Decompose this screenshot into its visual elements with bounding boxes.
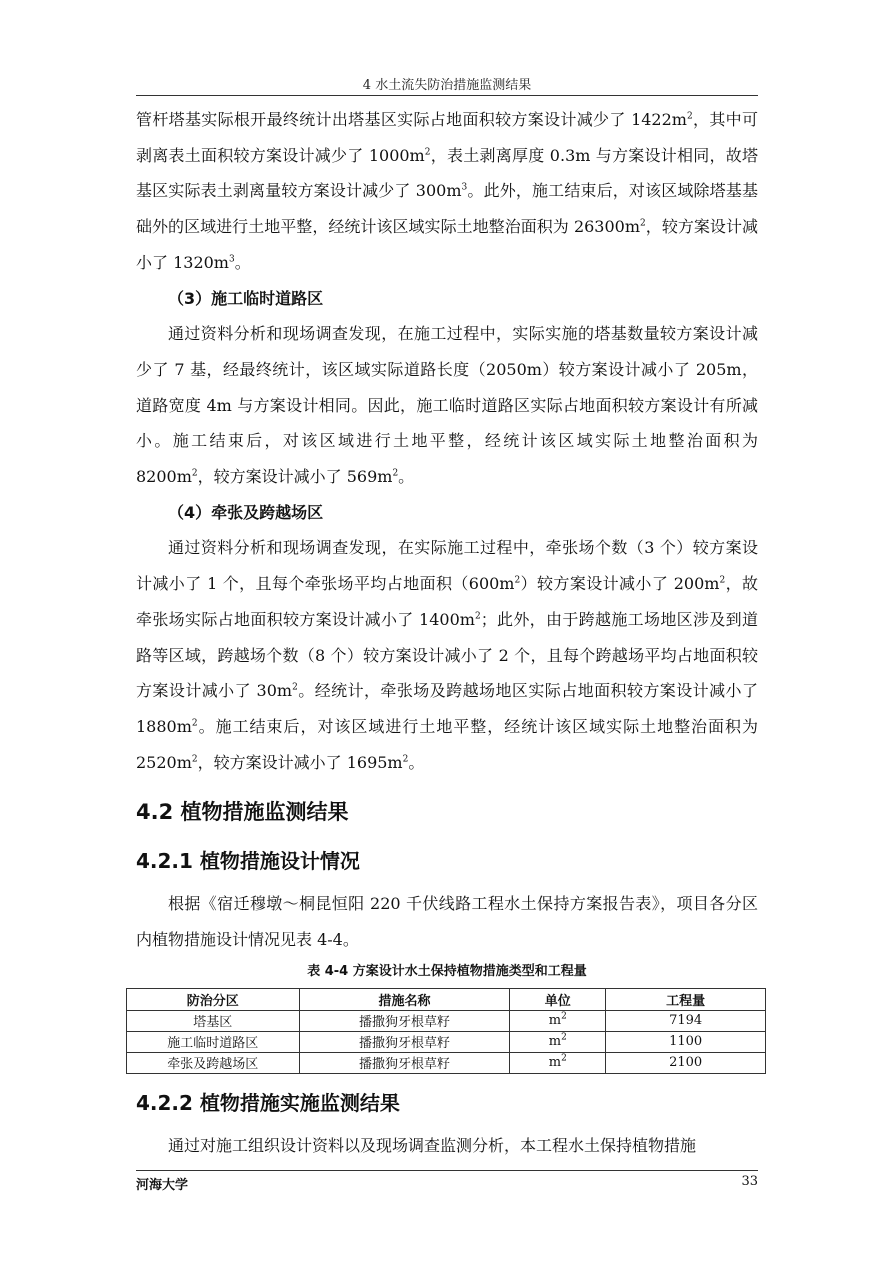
paragraph-tower-base: 管杆塔基实际根开最终统计出塔基区实际占地面积较方案设计减少了 $1422m^2$，其中可剥离表土面积较方案设计减少了 $1000m^2$，表土剥离厚度 0.3m 与方案设计相同，故塔基区实际表土剥离量较方案设计减少了 $300m^3$。此外，施工结束后，对该区域除塔基基础外的区域进行土地平整，经统计该区域实际土地整治面积为 $26300m^2$，较方案设计减小了 $1320m^3$。 xyxy=(136,110,758,272)
table-row xyxy=(127,1052,766,1073)
header-rule xyxy=(136,95,758,96)
column-header-measure: 措施名称 xyxy=(299,988,510,1010)
plant-measures-table xyxy=(126,988,766,1074)
cell-unit: $m^2$ xyxy=(510,1031,606,1052)
paragraph-tension-site: 通过资料分析和现场调查发现，在实际施工过程中，牵张场个数（3 个）较方案设计减小了 1 个，且每个牵张场平均占地面积$(600m^2)$较方案设计减小了 $200m^2$，故牵张场实际占地面积较方案设计减小了 $1400m^2$；此外，由于跨越施工场地区涉及到道路等区域，跨越场个数（8 个）较方案设计减小了 2 个，且每个跨越场平均占地面积较方案设计减小了 $30m^2$。经统计，牵张场及跨越场地区实际占地面积较方案设计减小了 $1880m^2$。施工结束后，对该区域进行土地平整，经统计该区域实际土地整治面积为 $2520m^2$，较方案设计减小了 $1695m^2$。 xyxy=(136,538,758,772)
section-heading-4-2: 4.2 植物措施监测结果 xyxy=(136,800,349,825)
cell-zone: 塔基区 xyxy=(127,1010,300,1031)
subheading-temp-road: （3）施工临时道路区 xyxy=(168,288,324,308)
table-row xyxy=(127,1010,766,1031)
cell-zone: 牵张及跨越场区 xyxy=(127,1052,300,1073)
cell-quantity: 2100 xyxy=(606,1052,766,1073)
page-content xyxy=(136,102,758,1163)
footer-rule xyxy=(136,1170,758,1171)
paragraph-plant-implementation: 通过对施工组织设计资料以及现场调查监测分析，本工程水土保持植物措施 xyxy=(168,1135,697,1155)
cell-measure: 播撒狗牙根草籽 xyxy=(299,1010,510,1031)
running-header: 4 水土流失防治措施监测结果 xyxy=(362,78,532,93)
cell-unit: $m^2$ xyxy=(510,1010,606,1031)
cell-measure: 播撒狗牙根草籽 xyxy=(299,1031,510,1052)
page-number: 33 xyxy=(741,1174,758,1189)
subheading-tension-site: （4）牵张及跨越场区 xyxy=(168,502,324,522)
paragraph-plant-design: 根据《宿迁穆墩～桐昆恒阳 220 千伏线路工程水土保持方案报告表》，项目各分区内植物措施设计情况见表 4-4。 xyxy=(136,894,758,950)
footer-institution: 河海大学 xyxy=(136,1178,189,1193)
table-row xyxy=(127,1031,766,1052)
cell-quantity: 1100 xyxy=(606,1031,766,1052)
column-header-quantity: 工程量 xyxy=(606,988,766,1010)
cell-measure: 播撒狗牙根草籽 xyxy=(299,1052,510,1073)
column-header-zone: 防治分区 xyxy=(127,988,300,1010)
column-header-unit: 单位 xyxy=(510,988,606,1010)
cell-quantity: 7194 xyxy=(606,1010,766,1031)
table-caption: 表 4-4 方案设计水土保持植物措施类型和工程量 xyxy=(307,963,587,979)
paragraph-temp-road: 通过资料分析和现场调查发现，在施工过程中，实际实施的塔基数量较方案设计减少了 7 基，经最终统计，该区域实际道路长度（2050m）较方案设计减小了 205m，道路宽度 4m 与方案设计相同。因此，施工临时道路区实际占地面积较方案设计有所减小。施工结束后，对该区域进行土地平整，经统计该区域实际土地整治面积为 $8200m^2$，较方案设计减小了 $569m^2$。 xyxy=(136,324,758,487)
section-heading-4-2-2: 4.2.2 植物措施实施监测结果 xyxy=(136,1090,400,1115)
cell-unit: $m^2$ xyxy=(510,1052,606,1073)
table-header-row xyxy=(127,988,766,1010)
section-heading-4-2-1: 4.2.1 植物措施设计情况 xyxy=(136,849,360,874)
cell-zone: 施工临时道路区 xyxy=(127,1031,300,1052)
